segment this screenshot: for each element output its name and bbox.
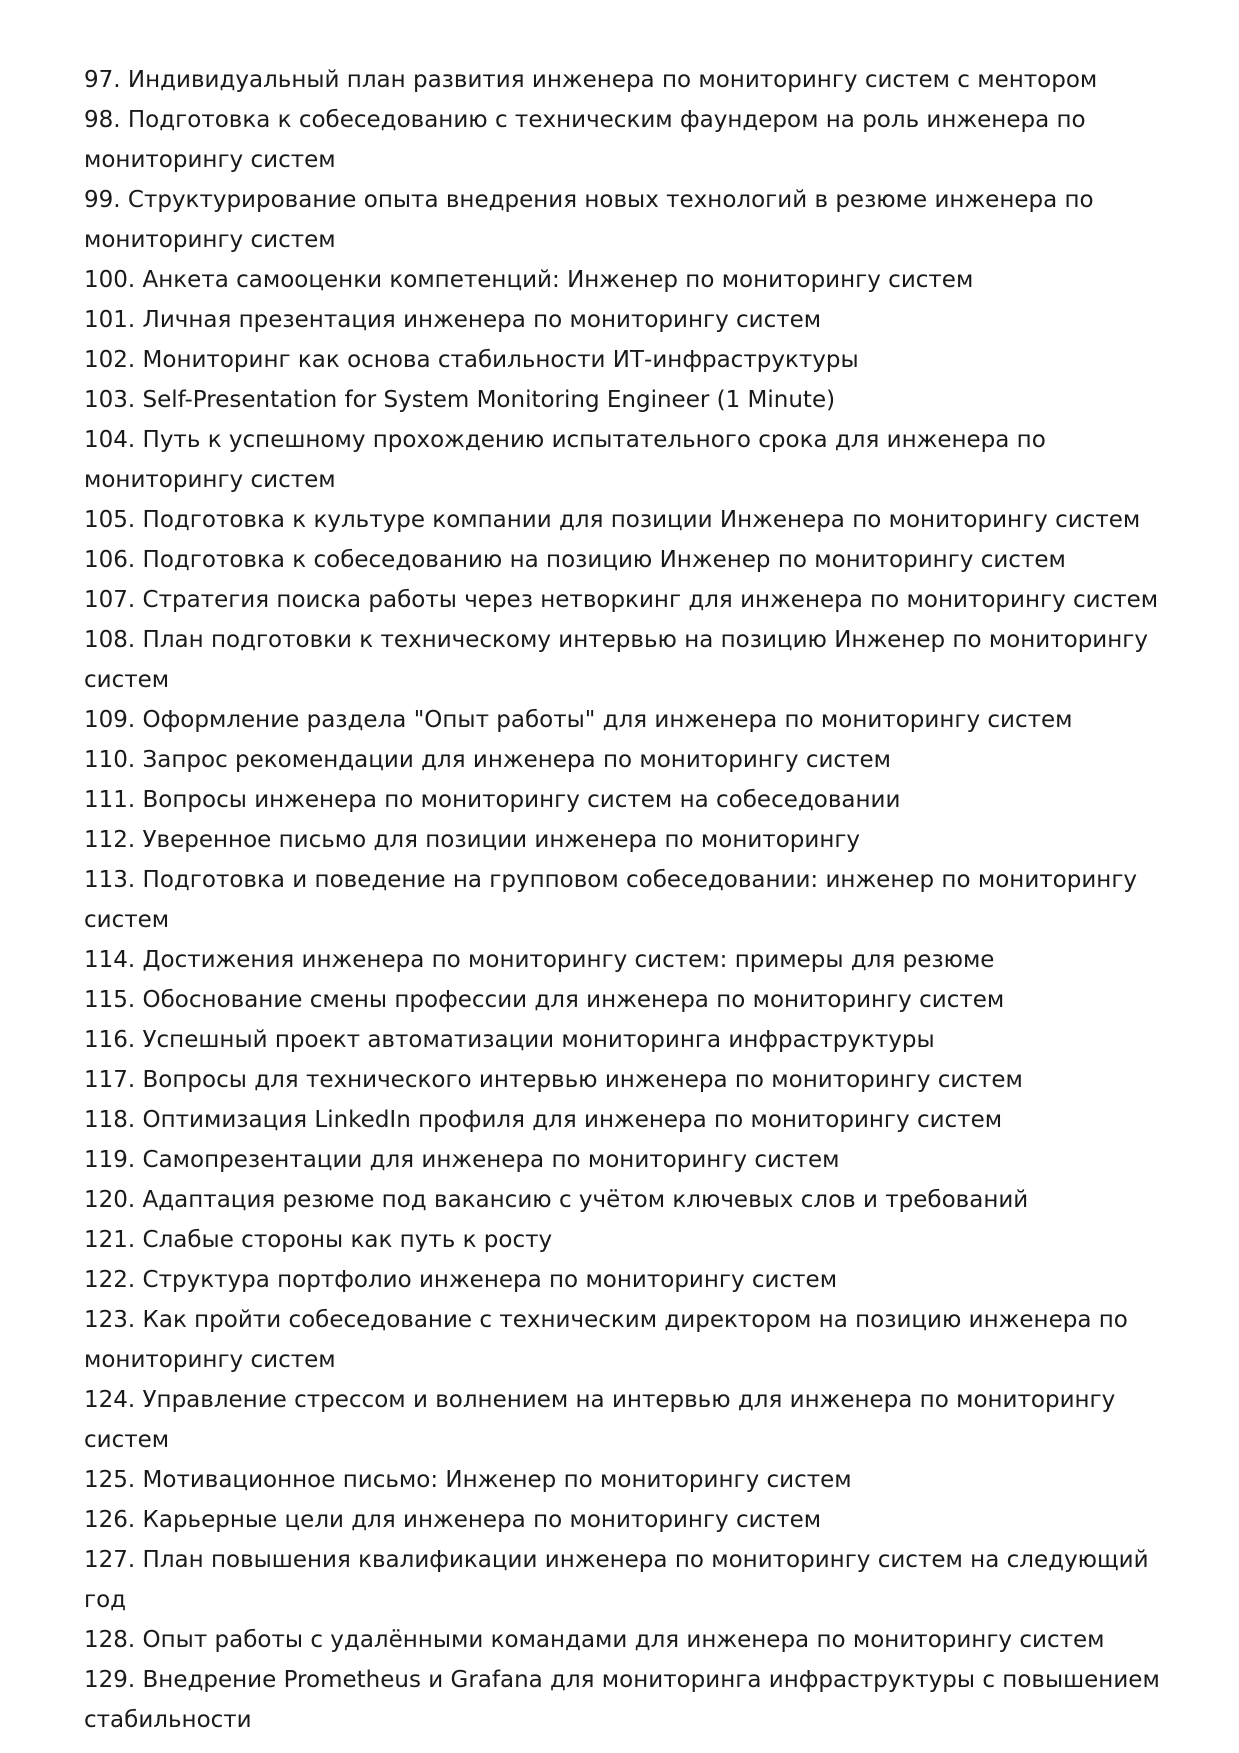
list-item: 110. Запрос рекомендации для инженера по мониторингу систем — [84, 747, 891, 773]
list-item: 128. Опыт работы с удалёнными командами для инженера по мониторингу систем — [84, 1627, 1105, 1653]
list-item: 117. Вопросы для технического интервью инженера по мониторингу систем — [84, 1067, 1023, 1093]
list-item: 115. Обоснование смены профессии для инженера по мониторингу систем — [84, 987, 1005, 1013]
list-item: 129. Внедрение Prometheus и Grafana для мониторинга инфраструктуры с повышением стабильности — [84, 1667, 1160, 1733]
list-item: 118. Оптимизация LinkedIn профиля для инженера по мониторингу систем — [84, 1107, 1003, 1133]
list-item: 101. Личная презентация инженера по мониторингу систем — [84, 307, 822, 333]
list-item: 109. Оформление раздела "Опыт работы" для инженера по мониторингу систем — [84, 707, 1073, 733]
list-item: 100. Анкета самооценки компетенций: Инженер по мониторингу систем — [84, 267, 974, 293]
list-item: 125. Мотивационное письмо: Инженер по мониторингу систем — [84, 1467, 852, 1493]
list-item: 103. Self-Presentation for System Monitoring Engineer (1 Minute) — [84, 387, 836, 413]
list-item: 116. Успешный проект автоматизации мониторинга инфраструктуры — [84, 1027, 935, 1053]
list-item: 98. Подготовка к собеседованию с техническим фаундером на роль инженера по мониторингу систем — [84, 107, 1086, 173]
list-item: 114. Достижения инженера по мониторингу систем: примеры для резюме — [84, 947, 995, 973]
list-item: 123. Как пройти собеседование с техническим директором на позицию инженера по мониторингу систем — [84, 1307, 1128, 1373]
list-item: 104. Путь к успешному прохождению испытательного срока для инженера по мониторингу систем — [84, 427, 1046, 493]
list-item: 107. Стратегия поиска работы через нетворкинг для инженера по мониторингу систем — [84, 587, 1159, 613]
list-item: 105. Подготовка к культуре компании для позиции Инженера по мониторингу систем — [84, 507, 1141, 533]
document-list — [84, 60, 1174, 1740]
list-item: 112. Уверенное письмо для позиции инженера по мониторингу — [84, 827, 861, 853]
list-item: 102. Мониторинг как основа стабильности ИТ-инфраструктуры — [84, 347, 859, 373]
list-item: 120. Адаптация резюме под вакансию с учётом ключевых слов и требований — [84, 1187, 1029, 1213]
list-item: 113. Подготовка и поведение на групповом собеседовании: инженер по мониторингу систем — [84, 867, 1138, 933]
list-item: 99. Структурирование опыта внедрения новых технологий в резюме инженера по мониторингу систем — [84, 187, 1094, 253]
list-item: 122. Структура портфолио инженера по мониторингу систем — [84, 1267, 838, 1293]
list-item: 124. Управление стрессом и волнением на интервью для инженера по мониторингу систем — [84, 1387, 1116, 1453]
list-item: 97. Индивидуальный план развития инженера по мониторингу систем с ментором — [84, 67, 1098, 93]
list-item: 119. Самопрезентации для инженера по мониторингу систем — [84, 1147, 840, 1173]
list-item: 126. Карьерные цели для инженера по мониторингу систем — [84, 1507, 822, 1533]
list-item: 127. План повышения квалификации инженера по мониторингу систем на следующий год — [84, 1547, 1149, 1613]
list-item: 111. Вопросы инженера по мониторингу систем на собеседовании — [84, 787, 901, 813]
list-item: 106. Подготовка к собеседованию на позицию Инженер по мониторингу систем — [84, 547, 1066, 573]
list-item: 121. Слабые стороны как путь к росту — [84, 1227, 553, 1253]
list-item: 108. План подготовки к техническому интервью на позицию Инженер по мониторингу систем — [84, 627, 1148, 693]
